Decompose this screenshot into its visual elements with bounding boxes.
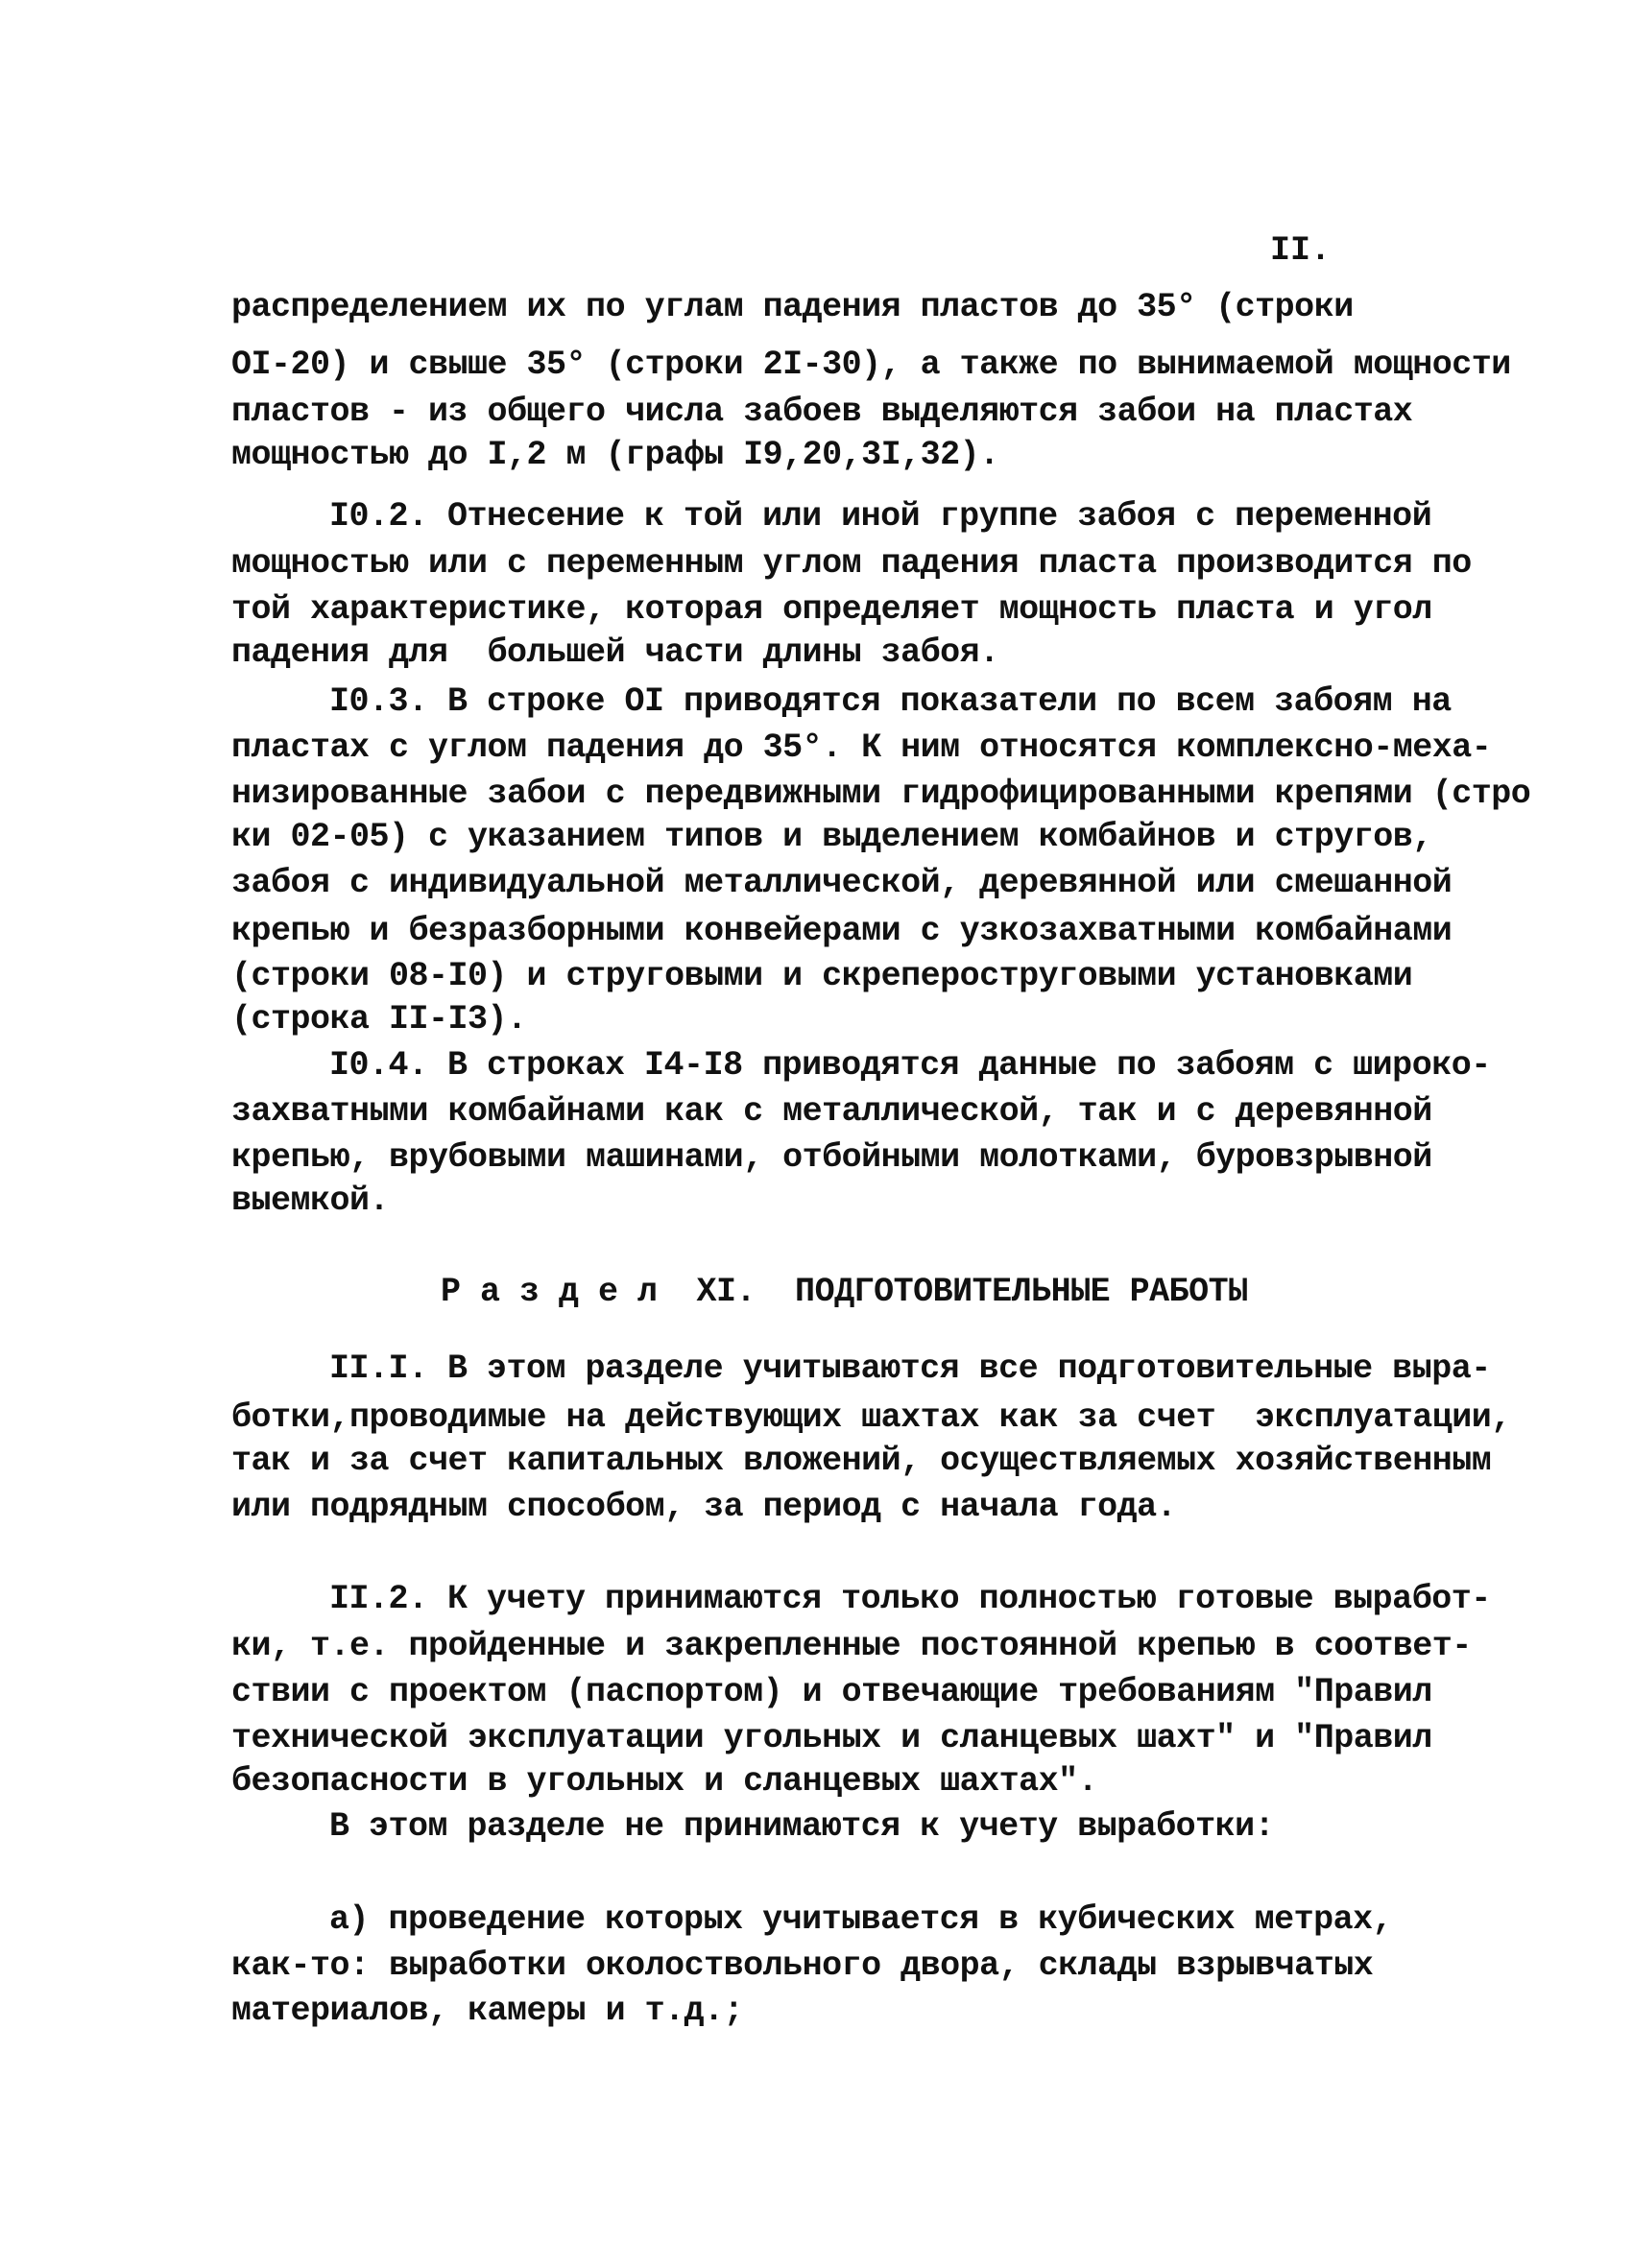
text-line: пластов - из общего числа забоев выделяются забои на пластах — [231, 393, 1413, 431]
text-line: выемкой. — [231, 1182, 390, 1220]
text-line: забоя с индивидуальной металлической, деревянной или смешанной — [231, 864, 1453, 902]
page-number: II. — [1270, 231, 1332, 270]
text-line: мощностью до I,2 м (графы I9,20,3I,32). — [231, 436, 999, 474]
text-line: захватными комбайнами как с металлической, так и с деревянной — [231, 1092, 1432, 1131]
text-line: распределением их по углам падения пластов до 35° (строки — [231, 288, 1354, 326]
text-line: (строка II-I3). — [231, 1000, 527, 1039]
text-line: I0.3. В строке OI приводятся показатели по всем забоям на — [329, 682, 1452, 721]
text-line: (строки 08-I0) и струговыми и скрепероструговыми установками — [231, 957, 1413, 995]
text-line: OI-20) и свыше 35° (строки 2I-30), а также по вынимаемой мощности — [231, 346, 1511, 384]
text-line: как-то: выработки околоствольного двора, склады взрывчатых — [231, 1946, 1374, 1985]
text-line: технической эксплуатации угольных и сланцевых шахт" и "Правил — [231, 1719, 1432, 1757]
text-line: I0.2. Отнесение к той или иной группе забоя с переменной — [329, 497, 1432, 536]
text-line: ки, т.е. пройденные и закрепленные постоянной крепью в соответ- — [231, 1627, 1472, 1665]
text-line: а) проведение которых учитывается в кубических метрах, — [329, 1900, 1393, 1939]
text-line: II.I. В этом разделе учитываются все подготовительные выра- — [329, 1349, 1491, 1388]
text-line: пластах с углом падения до 35°. К ним относятся комплексно-меха- — [231, 728, 1492, 767]
text-line: ствии с проектом (паспортом) и отвечающие требованиям "Правил — [231, 1673, 1432, 1711]
text-line: ботки,проводимые на действующих шахтах как за счет эксплуатации, — [231, 1398, 1511, 1437]
text-line: II.2. К учету принимаются только полностью готовые выработ- — [329, 1580, 1491, 1618]
text-line: той характеристике, которая определяет мощность пласта и угол — [231, 590, 1432, 629]
text-line: или подрядным способом, за период с начала года. — [231, 1488, 1177, 1526]
text-line: безопасности в угольных и сланцевых шахтах". — [231, 1762, 1098, 1801]
text-line: крепью и безразборными конвейерами с узкозахватными комбайнами — [231, 912, 1453, 950]
section-heading: Р а з д е л XI. ПОДГОТОВИТЕЛЬНЫЕ РАБОТЫ — [441, 1273, 1248, 1311]
text-line: В этом разделе не принимаются к учету выработки: — [329, 1807, 1275, 1846]
text-line: материалов, камеры и т.д.; — [231, 1992, 744, 2030]
text-line: так и за счет капитальных вложений, осуществляемых хозяйственным — [231, 1442, 1492, 1480]
text-line: I0.4. В строках I4-I8 приводятся данные по забоям с широко- — [329, 1046, 1491, 1085]
text-line: падения для большей части длины забоя. — [231, 633, 999, 672]
text-line: ки 02-05) с указанием типов и выделением комбайнов и стругов, — [231, 818, 1432, 856]
text-line: мощностью или с переменным углом падения пласта производится по — [231, 544, 1472, 583]
text-line: низированные забои с передвижными гидрофицированными крепями (стро — [231, 775, 1531, 813]
text-line: крепью, врубовыми машинами, отбойными молотками, буровзрывной — [231, 1138, 1432, 1177]
